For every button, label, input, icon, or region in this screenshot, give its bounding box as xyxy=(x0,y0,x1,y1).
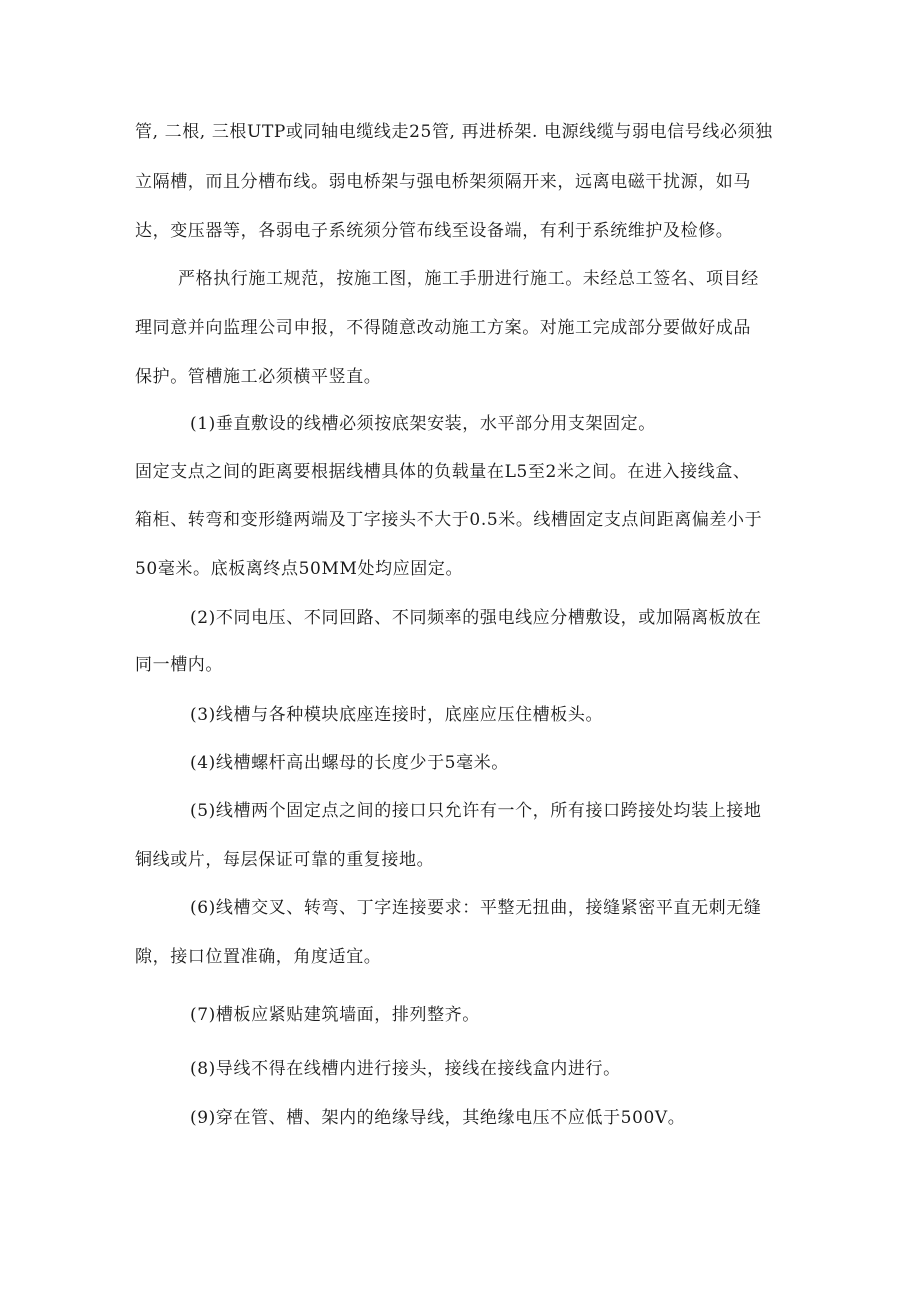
text-line-5: 理同意并向监理公司申报，不得随意改动施工方案。对施工完成部分要做好成品 xyxy=(135,318,751,338)
text-line-17: (6)线槽交叉、转弯、丁字连接要求：平整无扭曲，接缝紧密平直无刺无缝 xyxy=(190,898,762,918)
text-line-8: 固定支点之间的距离要根据线槽具体的负载量在L5至2米之间。在进入接线盒、 xyxy=(135,462,751,482)
text-line-2: 立隔槽，而且分槽布线。弱电桥架与强电桥架须隔开来，远离电磁干扰源，如马 xyxy=(135,172,751,192)
text-line-7: (1)垂直敷设的线槽必须按底架安装，水平部分用支架固定。 xyxy=(190,414,656,434)
text-line-11: (2)不同电压、不同回路、不同频率的强电线应分槽敷设，或加隔离板放在 xyxy=(190,608,762,628)
text-line-12: 同一槽内。 xyxy=(135,655,223,675)
text-line-16: 铜线或片，每层保证可靠的重复接地。 xyxy=(135,850,435,870)
text-line-6: 保护。管槽施工必须横平竖直。 xyxy=(135,367,382,387)
text-line-13: (3)线槽与各种模块底座连接时，底座应压住槽板头。 xyxy=(190,705,604,725)
text-line-20: (8)导线不得在线槽内进行接头，接线在接线盒内进行。 xyxy=(190,1059,621,1079)
text-line-14: (4)线槽螺杆高出螺母的长度少于5毫米。 xyxy=(190,753,509,773)
text-line-10: 50毫米。底板离终点50MM处均应固定。 xyxy=(135,559,464,579)
text-line-21: (9)穿在管、槽、架内的绝缘导线，其绝缘电压不应低于500V。 xyxy=(190,1108,686,1128)
text-line-1: 管, 二根, 三根UTP或同轴电缆线走25管, 再进桥架. 电源线缆与弱电信号线必须独 xyxy=(135,122,773,142)
text-line-3: 达，变压器等，各弱电子系统须分管布线至设备端，有利于系统维护及检修。 xyxy=(135,221,734,241)
text-line-19: (7)槽板应紧贴建筑墙面，排列整齐。 xyxy=(190,1005,480,1025)
text-line-18: 隙，接口位置准确，角度适宜。 xyxy=(135,947,382,967)
text-line-4: 严格执行施工规范，按施工图，施工手册进行施工。未经总工签名、项目经 xyxy=(178,269,759,289)
text-line-15: (5)线槽两个固定点之间的接口只允许有一个，所有接口跨接处均装上接地 xyxy=(190,801,762,821)
text-line-9: 箱柜、转弯和变形缝两端及丁字接头不大于0.5米。线槽固定支点间距离偏差小于 xyxy=(135,510,763,530)
